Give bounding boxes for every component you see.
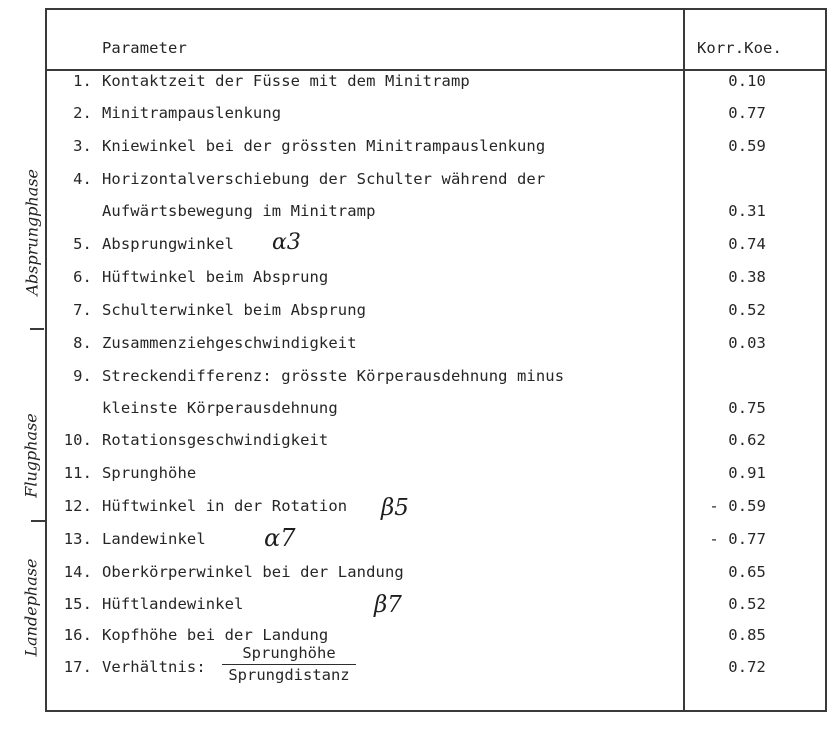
- row-parameter: Hüftwinkel beim Absprung: [102, 268, 329, 286]
- row-parameter: Horizontalverschiebung der Schulter während der: [102, 170, 546, 188]
- row-parameter: Landewinkel: [102, 530, 206, 548]
- row-parameter: Verhältnis:: [102, 658, 206, 676]
- row-parameter: Hüftwinkel in der Rotation: [102, 497, 348, 515]
- phase-tick-1: [30, 328, 44, 330]
- row-number: 12.: [63, 497, 92, 515]
- row-coefficient: 0.72: [728, 658, 766, 676]
- row-coefficient: - 0.59: [709, 497, 766, 515]
- row-number: 8.: [73, 334, 92, 352]
- phase-label-flug: Flugphase: [21, 413, 41, 498]
- row-parameter: Schulterwinkel beim Absprung: [102, 301, 367, 319]
- table-bottom-border: [46, 710, 826, 712]
- table-top-border: [46, 8, 826, 10]
- header-parameter: Parameter: [102, 39, 187, 57]
- row-parameter-continued: Aufwärtsbewegung im Minitramp: [102, 202, 376, 220]
- fraction-bar: [222, 664, 356, 665]
- row-coefficient: 0.52: [728, 301, 766, 319]
- row-coefficient: 0.85: [728, 626, 766, 644]
- row-number: 17.: [63, 658, 92, 676]
- handwritten-alpha7: α7: [264, 524, 296, 552]
- row-number: 7.: [73, 301, 92, 319]
- row-parameter: Streckendifferenz: grösste Körperausdehnung minus: [102, 367, 565, 385]
- row-parameter: Sprunghöhe: [102, 464, 197, 482]
- row-parameter: Hüftlandewinkel: [102, 595, 244, 613]
- row-coefficient: 0.62: [728, 431, 766, 449]
- row-parameter: Absprungwinkel: [102, 235, 235, 253]
- handwritten-beta7: β7: [374, 592, 402, 618]
- row-number: 1.: [73, 72, 92, 90]
- row-number: 5.: [73, 235, 92, 253]
- phase-tick-2: [31, 520, 45, 522]
- row-coefficient: 0.77: [728, 104, 766, 122]
- row-number: 11.: [63, 464, 92, 482]
- row-coefficient: 0.91: [728, 464, 766, 482]
- table-left-border: [45, 8, 47, 712]
- row-parameter: Rotationsgeschwindigkeit: [102, 431, 329, 449]
- row-coefficient: 0.59: [728, 137, 766, 155]
- row-coefficient: 0.10: [728, 72, 766, 90]
- row-number: 15.: [63, 595, 92, 613]
- handwritten-beta5: β5: [381, 495, 409, 521]
- row-coefficient: 0.03: [728, 334, 766, 352]
- row-parameter: Minitrampauslenkung: [102, 104, 282, 122]
- row-parameter: Kopfhöhe bei der Landung: [102, 626, 329, 644]
- ratio-fraction: [222, 644, 356, 685]
- fraction-denominator: Sprungdistanz: [228, 666, 350, 684]
- row-parameter: Kontaktzeit der Füsse mit dem Minitramp: [102, 72, 470, 90]
- row-coefficient: 0.65: [728, 563, 766, 581]
- row-number: 9.: [73, 367, 92, 385]
- row-number: 3.: [73, 137, 92, 155]
- fraction-numerator: Sprunghöhe: [242, 644, 336, 662]
- row-coefficient: 0.38: [728, 268, 766, 286]
- table-right-border: [825, 8, 827, 712]
- column-divider: [683, 8, 685, 712]
- row-number: 14.: [63, 563, 92, 581]
- row-coefficient: 0.31: [728, 202, 766, 220]
- row-number: 4.: [73, 170, 92, 188]
- row-number: 6.: [73, 268, 92, 286]
- phase-label-absprung: Absprungphase: [22, 168, 42, 296]
- row-number: 16.: [63, 626, 92, 644]
- row-parameter: Kniewinkel bei der grössten Minitrampauslenkung: [102, 137, 546, 155]
- row-number: 13.: [63, 530, 92, 548]
- row-parameter: Oberkörperwinkel bei der Landung: [102, 563, 404, 581]
- row-number: 10.: [63, 431, 92, 449]
- row-coefficient: 0.74: [728, 235, 766, 253]
- row-parameter: Zusammenziehgeschwindigkeit: [102, 334, 357, 352]
- row-number: 2.: [73, 104, 92, 122]
- handwritten-alpha3: α3: [272, 230, 301, 255]
- row-coefficient: 0.52: [728, 595, 766, 613]
- header-coefficient: Korr.Koe.: [697, 39, 782, 57]
- row-parameter-continued: kleinste Körperausdehnung: [102, 399, 338, 417]
- row-coefficient: - 0.77: [709, 530, 766, 548]
- phase-label-lande: Landephase: [21, 558, 41, 657]
- row-coefficient: 0.75: [728, 399, 766, 417]
